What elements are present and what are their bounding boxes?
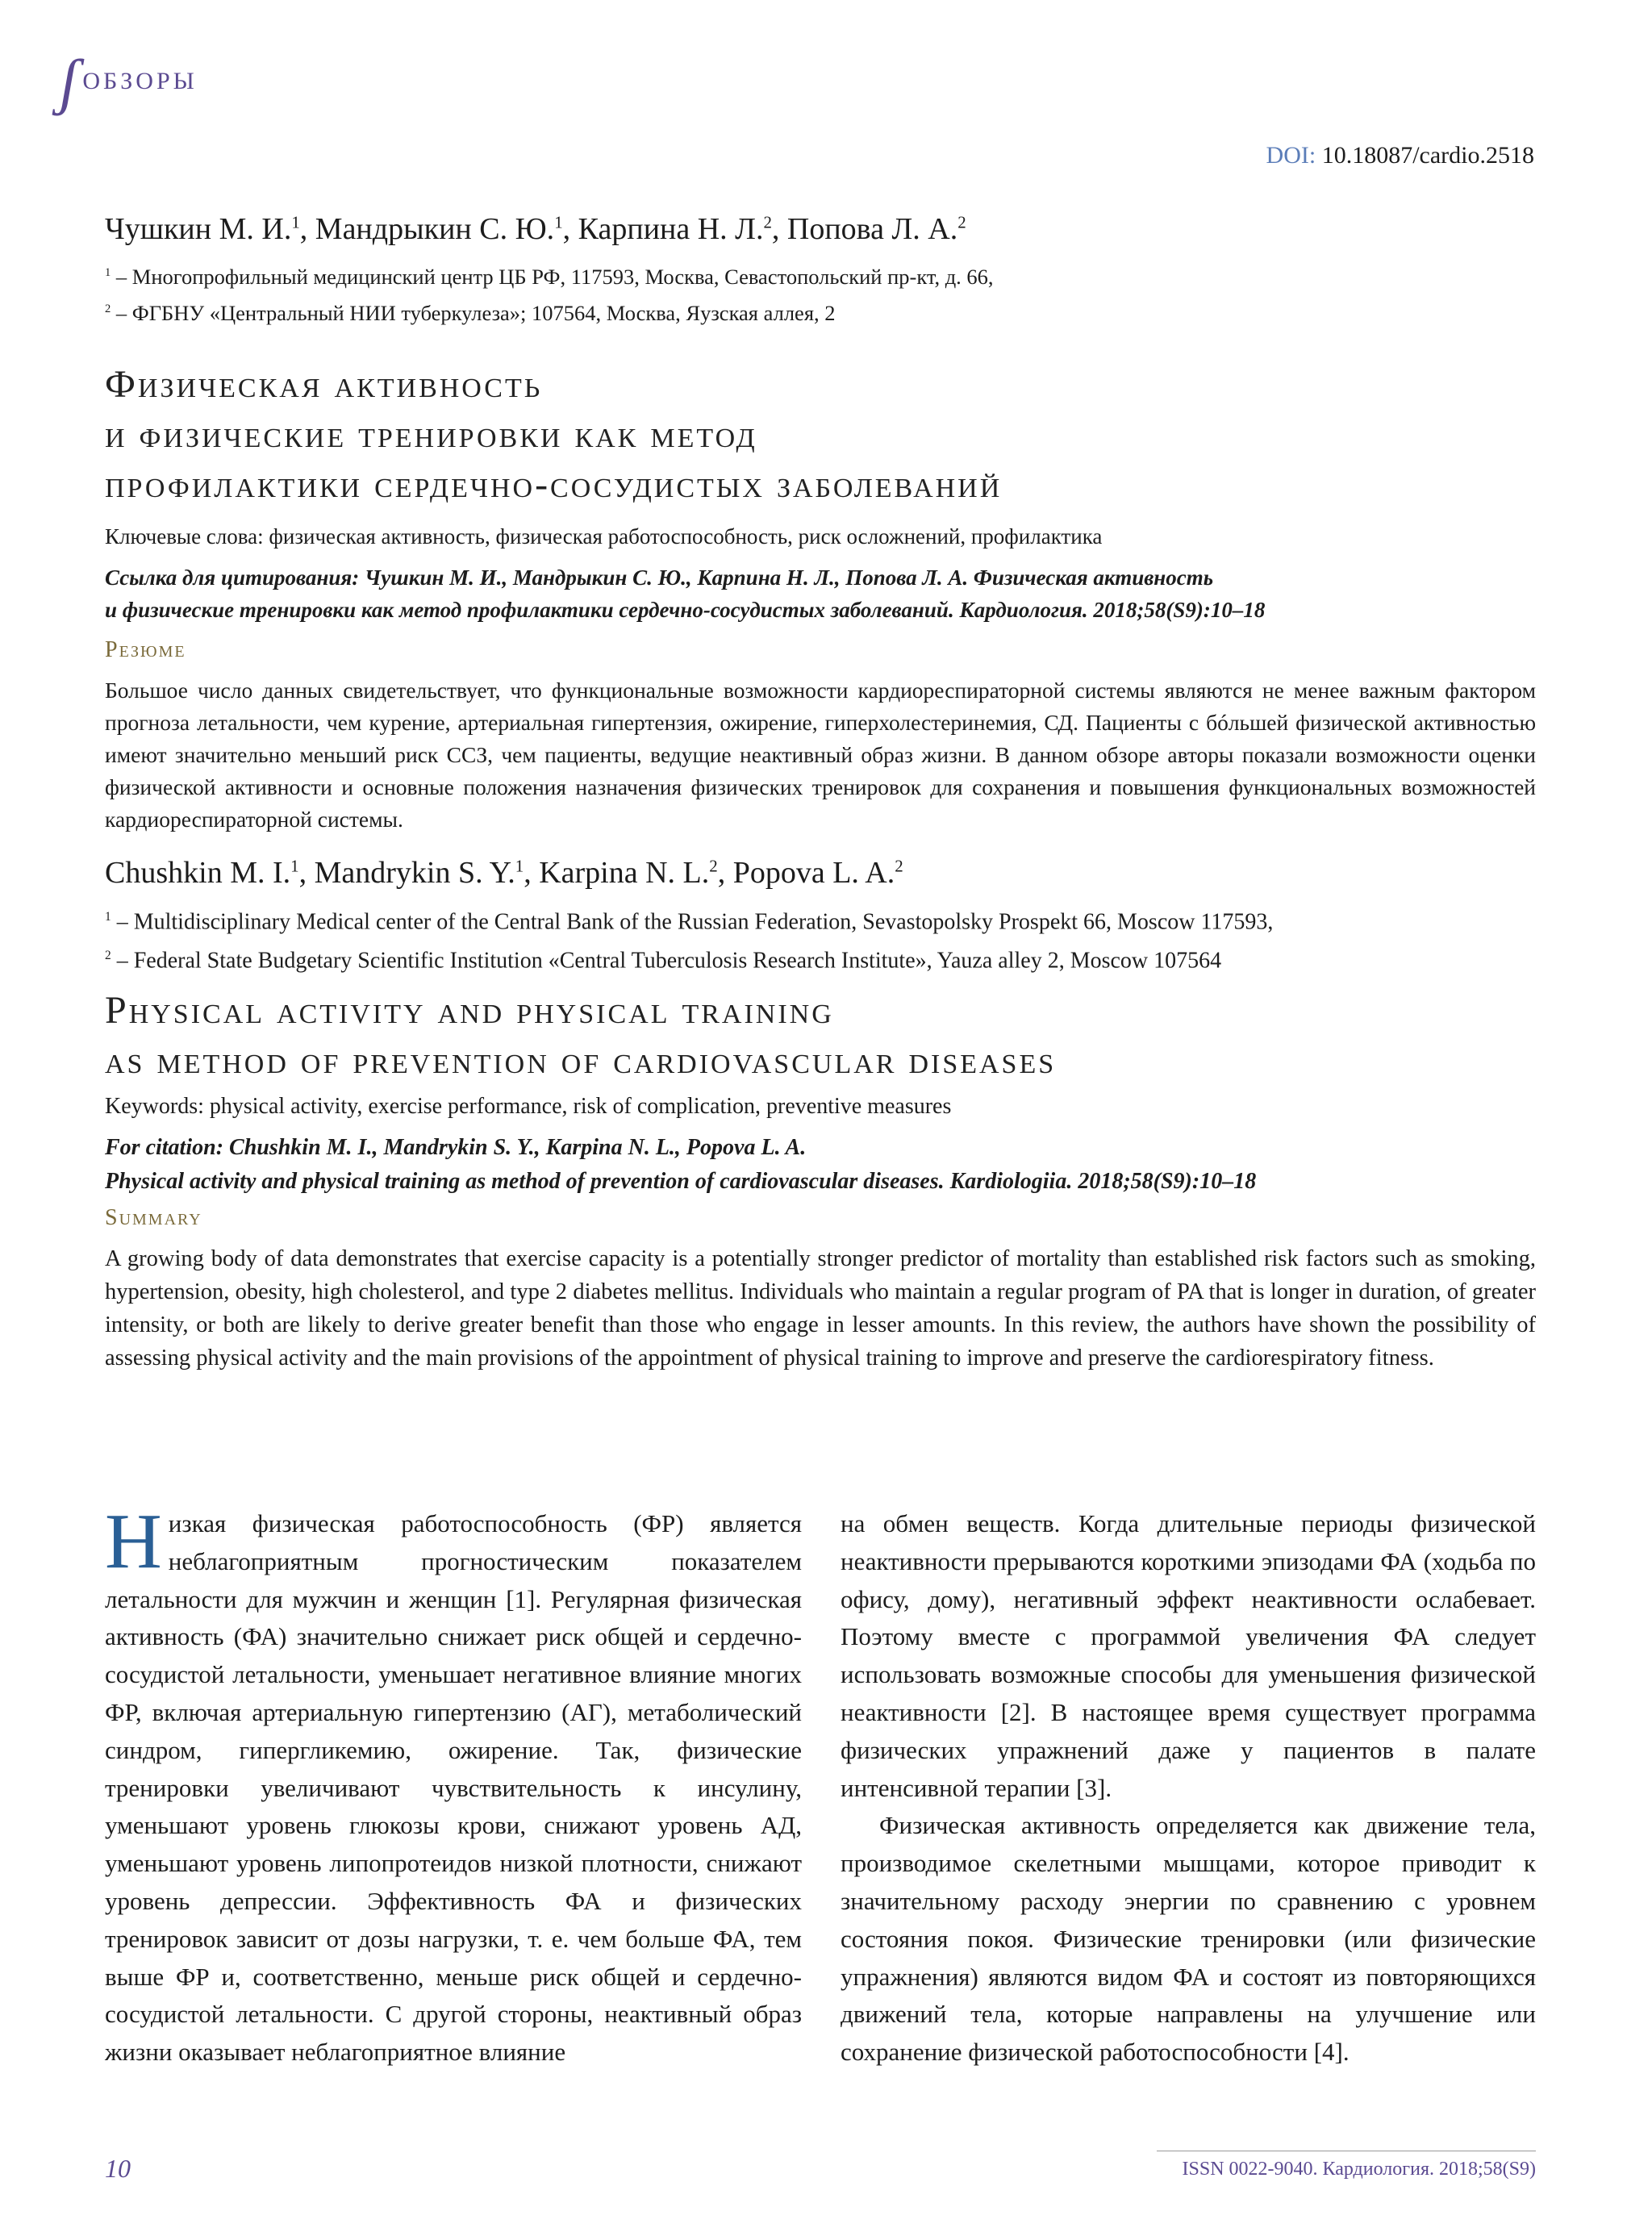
journal-logo-icon: ʃ [60,46,78,116]
section-header [60,46,198,116]
body-column-1 [105,1498,802,2072]
affiliation-item: $^2$ – Federal State Budgetary Scientific Institution «Central Tuberculosis Research Institute», Yauza alley 2, Moscow 107564 [105,948,1222,974]
affiliations-en [105,900,1273,978]
body-paragraph: изкая физическая работоспособность (ФР) является неблагоприятным прогностическим показателем летальности для мужчин и женщин [1]. Регулярная физическая активность (ФА) значительно снижает риск общей и сердечно-сосудистой летальности, уменьшает негативное влияние многих ФР, включая артериальную гипертензию (АГ), метаболический синдром, гипергликемию, ожирение. Так, физические тренировки увеличивают чувствительность к инсулину, уменьшают уровень глюкозы крови, снижают уровень АД, уменьшают уровень липопротеидов низкой плотности, снижают уровень депрессии. Эффективность ФА и физических тренировок зависит от дозы нагрузки, т. е. чем больше ФА, тем выше ФР и, соответственно, меньше риск общей и сердечно-сосудистой летальности. С другой стороны, неактивный образ жизни оказывает неблагоприятное влияние [105,1509,802,2067]
article-title-en: Physical activity and physical training as method of prevention of cardiovascular diseases [105,989,1057,1082]
body-paragraph: на обмен веществ. Когда длительные периоды физической неактивности прерываются короткими эпизодами ФА (ходьба по офису, дому), негативный эффект неактивности ослабевает. Поэтому вместе с программой увеличения ФА следует использовать возможные способы для уменьшения физической неактивности [2]. В настоящее время существует программа физических упражнений даже у пациентов в палате интенсивной терапии [3]. [841,1509,1536,1802]
citation-en: For citation: Chushkin M. I., Mandrykin S. Y., Karpina N. L., Popova L. A. Physical activity and physical training as method of prevention of cardiovascular diseases. Kardiologiia. 2018;58(S9):10–18 [105,1135,1257,1194]
citation-ru: Ссылка для цитирования: Чушкин М. И., Мандрыкин С. Ю., Карпина Н. Л., Попова Л. А. Физическая активность и физические тренировки как метод профилактики сердечно-сосудистых заболеваний. Кардиология. 2018;58(S9):10–18 [105,565,1266,622]
summary-en: A growing body of data demonstrates that exercise capacity is a potentially stronger predictor of mortality than established risk factors such as smoking, hypertension, obesity, high cholesterol, and type 2 diabetes mellitus. Individuals who maintain a regular program of PA that is longer in duration, of greater intensity, or both are likely to derive greater benefit than those who engage in lesser amounts. In this review, the authors have shown the possibility of assessing physical activity and the main provisions of the appointment of physical training to improve and preserve the cardiorespiratory fitness. [105,1246,1536,1371]
summary-ru: Большое число данных свидетельствует, что функциональные возможности кардиореспираторной системы являются не менее важным фактором прогноза летальности, чем курение, артериальная гипертензия, ожирение, гиперхолестеринемия, СД. Пациенты с бóльшей физической активностью имеют значительно меньший риск ССЗ, чем пациенты, ведущие неактивный образ жизни. В данном обзоре авторы показали возможности оценки физической активности и основные положения назначения физических тренировок для сохранения и повышения функциональных возможностей кардиореспираторной системы. [105,678,1536,832]
keywords-ru: Ключевые слова: физическая активность, физическая работоспособность, риск осложнений, профилактика [105,524,1103,549]
body-paragraph: Физическая активность определяется как движение тела, производимое скелетными мышцами, которое приводит к значительному расходу энергии по сравнению с уровнем состояния покоя. Физические тренировки (или физические упражнения) являются видом ФА и состоят из повторяющихся движений тела, которые направлены на улучшение или сохранение физической работоспособности [4]. [841,1811,1536,2067]
body-column-2 [841,1505,1536,2072]
summary-heading-ru: Резюме [105,637,186,662]
affiliation-item: $^1$ – Многопрофильный медицинский центр ЦБ РФ, 117593, Москва, Севастопольский пр-кт, д. 66, [105,264,994,289]
summary-heading-en: Summary [105,1205,202,1230]
journal-info: ISSN 0022-9040. Кардиология. 2018;58(S9) [1182,2159,1536,2180]
authors-en: Chushkin M. I.$^1$, Mandrykin S. Y.$^1$, Karpina N. L.$^2$, Popova L. A.$^2$ [105,856,903,890]
page-number: 10 [105,2154,131,2183]
doi-label: DOI: [1266,142,1316,169]
section-title: ОБЗОРЫ [82,68,198,94]
authors-ru: Чушкин М. И.$^1$, Мандрыкин С. Ю.$^1$, Карпина Н. Л.$^2$, Попова Л. А.$^2$ [105,212,966,246]
drop-cap: Н [105,1498,162,1585]
affiliation-item: $^2$ – ФГБНУ «Центральный НИИ туберкулеза»; 107564, Москва, Яузская аллея, 2 [105,300,836,325]
doi [1266,142,1534,169]
keywords-en: Keywords: physical activity, exercise performance, risk of complication, preventive measures [105,1094,952,1119]
article-title-ru: Физическая активность и физические тренировки как метод профилактики сердечно-сосудистых заболеваний [105,363,1003,506]
doi-value[interactable]: 10.18087/cardio.2518 [1321,142,1534,169]
affiliations-ru [105,257,994,329]
affiliation-item: $^1$ – Multidisciplinary Medical center of the Central Bank of the Russian Federation, Sevastopolsky Prospekt 66, Moscow 117593, [105,909,1274,935]
